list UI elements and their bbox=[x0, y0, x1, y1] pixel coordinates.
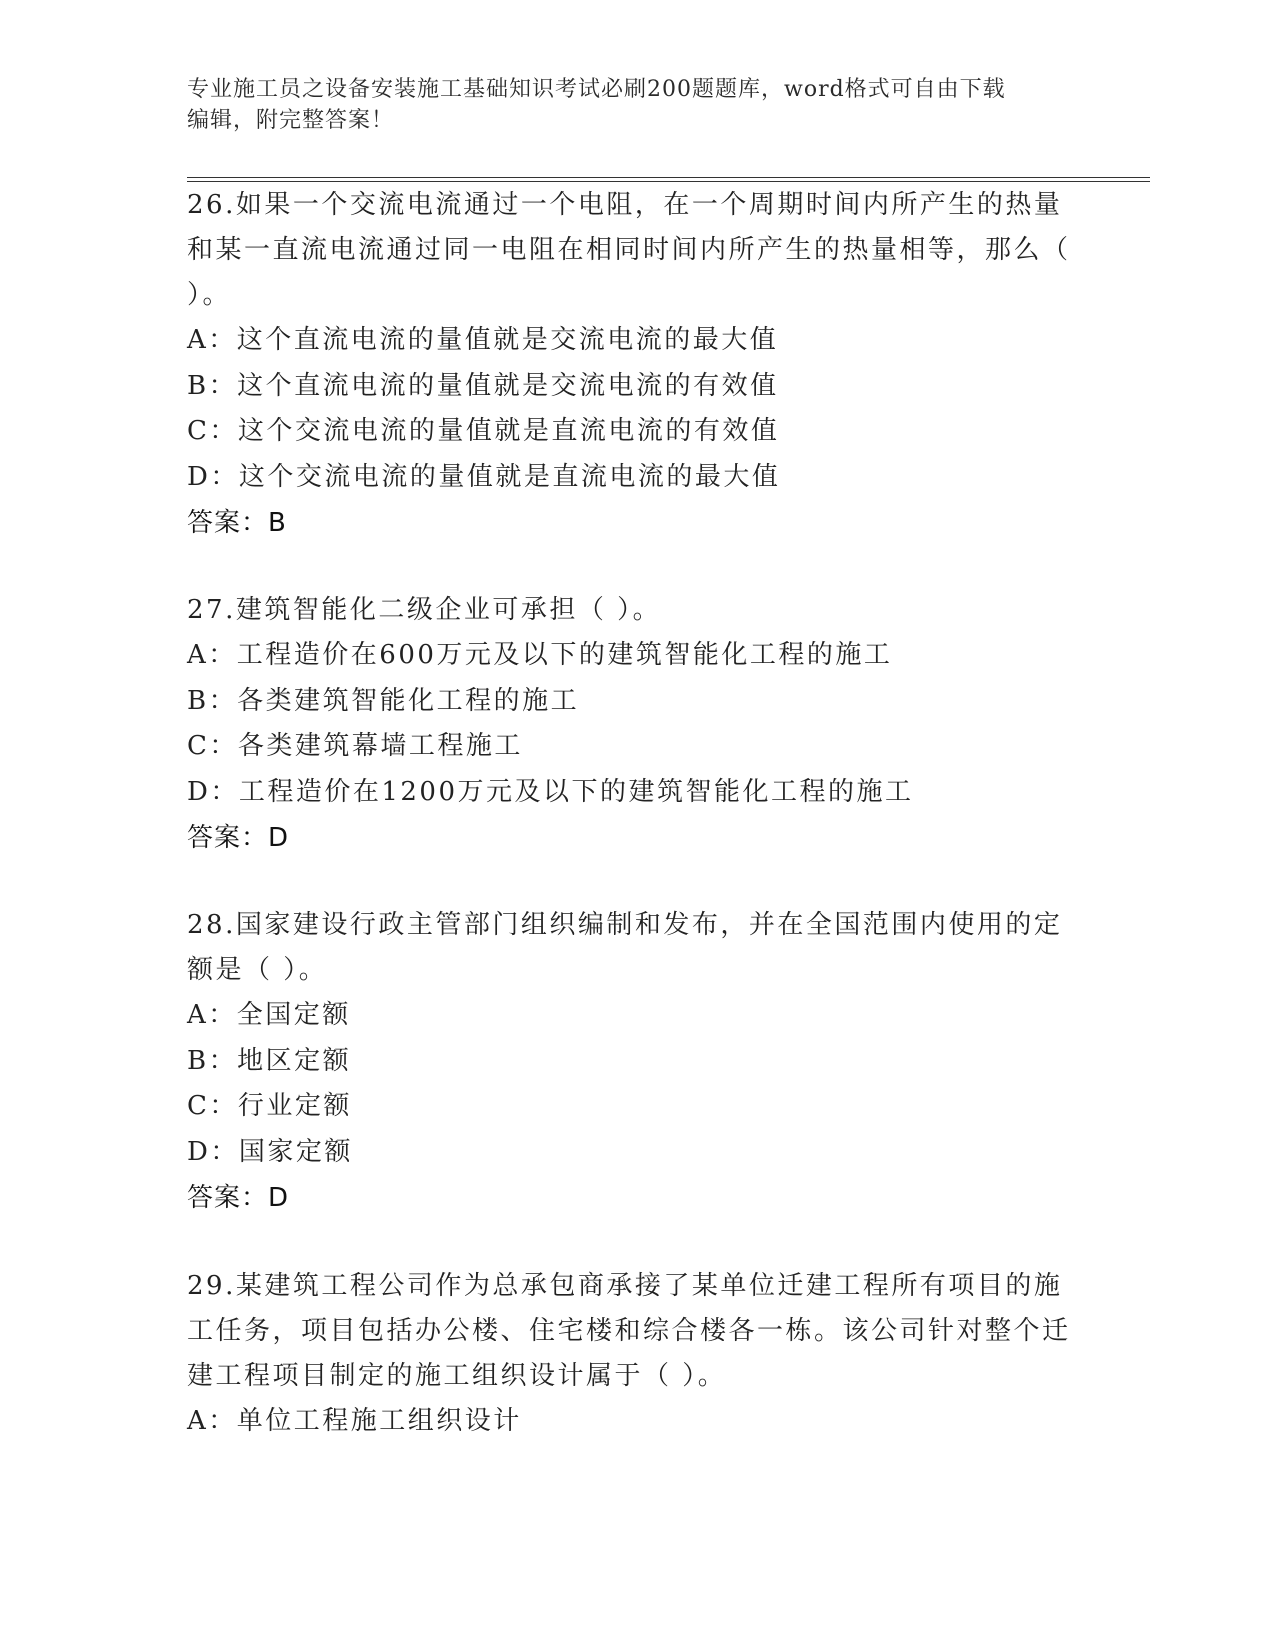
header-divider bbox=[187, 177, 1150, 182]
option-c: C：这个交流电流的量值就是直流电流的有效值 bbox=[187, 416, 780, 446]
option-a: A：工程造价在600万元及以下的建筑智能化工程的施工 bbox=[187, 640, 893, 670]
option-d: D：这个交流电流的量值就是直流电流的最大值 bbox=[187, 461, 781, 492]
header-title-line-2: 编辑，附完整答案！ bbox=[187, 108, 395, 133]
option-b: B：地区定额 bbox=[187, 1045, 352, 1076]
option-c: C：各类建筑幕墙工程施工 bbox=[187, 731, 523, 761]
question-28 bbox=[187, 903, 1077, 1221]
option-c: C：行业定额 bbox=[187, 1091, 352, 1121]
answer: 答案：D bbox=[187, 1183, 290, 1213]
document-header bbox=[187, 74, 1087, 136]
question-stem: 28.国家建设行政主管部门组织编制和发布，并在全国范围内使用的定额是（ ）。 bbox=[187, 910, 1063, 985]
answer: 答案：D bbox=[187, 823, 290, 853]
option-a: A：这个直流电流的量值就是交流电流的最大值 bbox=[187, 325, 779, 355]
option-d: D：国家定额 bbox=[187, 1136, 353, 1167]
option-d: D：工程造价在1200万元及以下的建筑智能化工程的施工 bbox=[187, 776, 914, 807]
header-title-line-1: 专业施工员之设备安装施工基础知识考试必刷200题题库，word格式可自由下载 bbox=[187, 77, 1006, 102]
question-26 bbox=[187, 183, 1077, 546]
option-b: B：这个直流电流的量值就是交流电流的有效值 bbox=[187, 370, 779, 401]
option-a: A：单位工程施工组织设计 bbox=[187, 1406, 522, 1436]
question-29 bbox=[187, 1264, 1077, 1445]
question-stem: 27.建筑智能化二级企业可承担（ ）。 bbox=[187, 595, 662, 625]
option-a: A：全国定额 bbox=[187, 1000, 351, 1030]
question-27 bbox=[187, 588, 1077, 861]
question-stem: 29.某建筑工程公司作为总承包商承接了某单位迁建工程所有项目的施工任务，项目包括办公楼、住宅楼和综合楼各一栋。该公司针对整个迁建工程项目制定的施工组织设计属于（ ）。 bbox=[187, 1271, 1071, 1391]
answer: 答案：B bbox=[187, 508, 287, 538]
option-b: B：各类建筑智能化工程的施工 bbox=[187, 685, 580, 716]
question-stem: 26.如果一个交流电流通过一个电阻，在一个周期时间内所产生的热量和某一直流电流通过同一电阻在相同时间内所产生的热量相等，那么（ ）。 bbox=[187, 190, 1071, 310]
